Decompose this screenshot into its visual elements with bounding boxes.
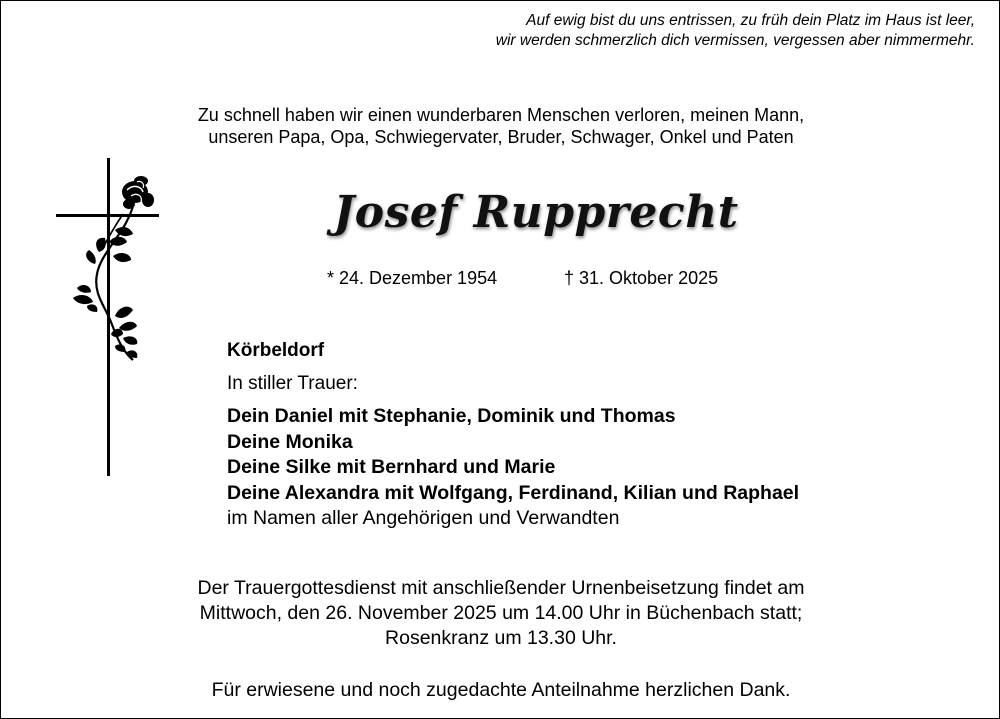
poem-line-1: Auf ewig bist du uns entrissen, zu früh dein Platz im Haus ist leer, [526,12,975,29]
birth-date: * 24. Dezember 1954 [327,268,498,288]
place-name: Körbeldorf [227,340,325,361]
family-line-5: im Namen aller Angehörigen und Verwandten [227,507,620,529]
poem-line-2: wir werden schmerzlich dich vermissen, vergessen aber nimmermehr. [495,32,975,49]
service-line-1: Der Trauergottesdienst mit anschließender Urnenbeisetzung findet am [197,577,805,599]
family-list [227,404,799,532]
memorial-poem [275,11,975,51]
intro-text [131,104,871,148]
service-line-2: Mittwoch, den 26. November 2025 um 14.00 Uhr in Büchenbach statt; [199,602,803,624]
thanks-line: Für erwiesene und noch zugedachte Anteilnahme herzlichen Dank. [211,679,791,701]
deceased-name: Josef Rupprecht [333,187,739,238]
family-line-1: Dein Daniel mit Stephanie, Dominik und Thomas [227,405,676,427]
service-info [101,576,901,651]
mourning-label: In stiller Trauer: [227,373,358,394]
family-line-4: Deine Alexandra mit Wolfgang, Ferdinand, Kilian und Raphael [227,481,800,504]
family-line-2: Deine Monika [227,430,353,453]
death-date: † 31. Oktober 2025 [564,268,719,288]
cross-with-rose-icon [53,156,163,481]
intro-line-1: Zu schnell haben wir einen wunderbaren Menschen verloren, meinen Mann, [197,105,805,125]
intro-line-2: unseren Papa, Opa, Schwiegervater, Bruder, Schwager, Onkel und Paten [208,127,794,147]
service-line-3: Rosenkranz um 13.30 Uhr. [385,627,617,649]
family-line-3: Deine Silke mit Bernhard und Marie [227,456,556,478]
